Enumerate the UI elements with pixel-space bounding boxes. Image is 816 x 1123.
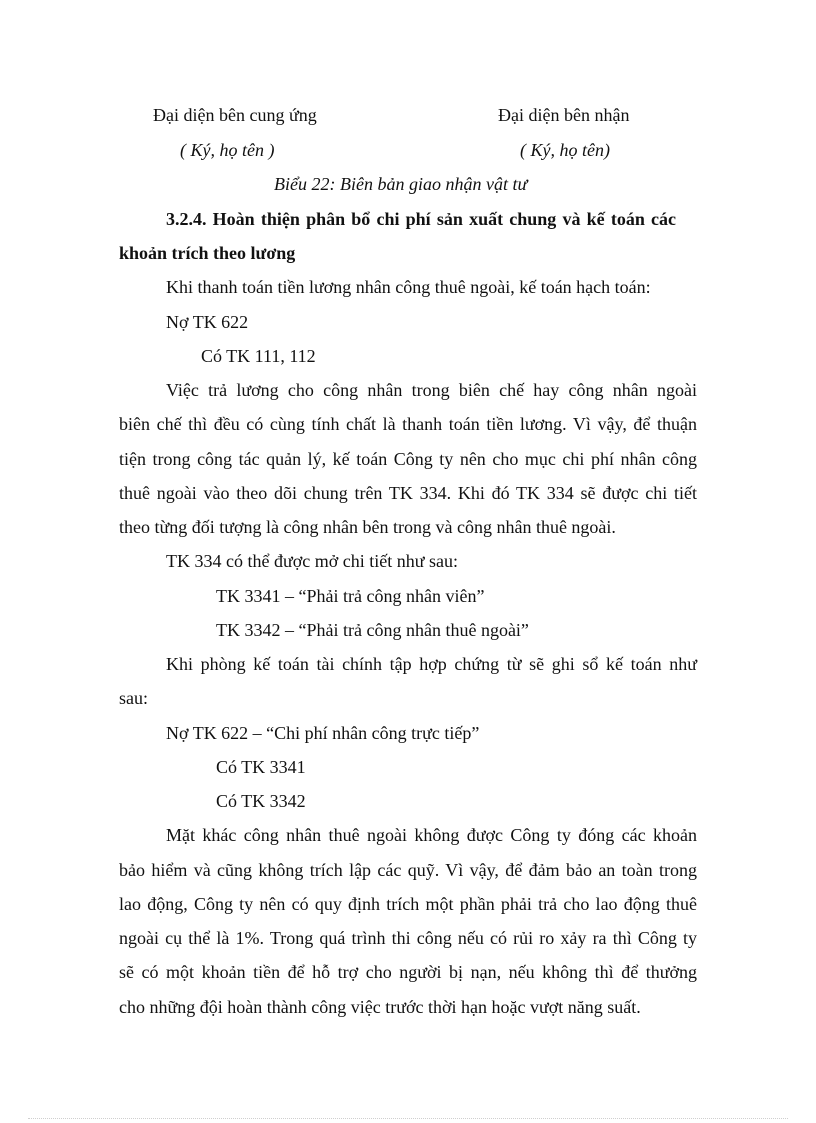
paragraph-line: tiện trong công tác quản lý, kế toán Công ty nên cho mục chi phí nhân công	[119, 449, 697, 469]
journal-credit-line: Có TK 3341	[216, 757, 306, 777]
paragraph-line: TK 334 có thể được mở chi tiết như sau:	[166, 551, 458, 571]
paragraph-line: Khi thanh toán tiền lương nhân công thuê ngoài, kế toán hạch toán:	[166, 277, 651, 297]
paragraph-line: Mặt khác công nhân thuê ngoài không được Công ty đóng các khoản	[166, 825, 697, 845]
page-bottom-rule	[28, 1118, 788, 1119]
paragraph-line: thuê ngoài vào theo dõi chung trên TK 334. Khi đó TK 334 sẽ được chi tiết	[119, 483, 697, 503]
account-detail-line: TK 3341 – “Phải trả công nhân viên”	[216, 586, 485, 606]
account-detail-line: TK 3342 – “Phải trả công nhân thuê ngoài”	[216, 620, 529, 640]
supplier-representative-label: Đại diện bên cung ứng	[153, 105, 317, 125]
paragraph-line: biên chế thì đều có cùng tính chất là thanh toán tiền lương. Vì vậy, để thuận	[119, 414, 697, 434]
journal-debit-line: Nợ TK 622 – “Chi phí nhân công trực tiếp”	[166, 723, 480, 743]
journal-debit-line: Nợ TK 622	[166, 312, 249, 332]
receiver-signature-note: ( Ký, họ tên)	[520, 140, 610, 160]
receiver-representative-label: Đại diện bên nhận	[498, 105, 630, 125]
table-caption: Biểu 22: Biên bản giao nhận vật tư	[274, 174, 528, 194]
paragraph-line: bảo hiểm và cũng không trích lập các quỹ. Vì vậy, để đảm bảo an toàn trong	[119, 860, 697, 880]
paragraph-line: ngoài cụ thể là 1%. Trong quá trình thi công nếu có rủi ro xảy ra thì Công ty	[119, 928, 697, 948]
journal-credit-line: Có TK 111, 112	[201, 346, 316, 366]
paragraph-line: sẽ có một khoản tiền để hỗ trợ cho người bị nạn, nếu không thì để thưởng	[119, 962, 697, 982]
paragraph-line: Khi phòng kế toán tài chính tập hợp chứng từ sẽ ghi sổ kế toán như	[166, 654, 697, 674]
section-heading: 3.2.4. Hoàn thiện phân bổ chi phí sản xuất chung và kế toán các	[166, 209, 676, 229]
paragraph-line: cho những đội hoàn thành công việc trước thời hạn hoặc vượt năng suất.	[119, 997, 641, 1017]
paragraph-line: lao động, Công ty nên có quy định trích một phần phải trả cho lao động thuê	[119, 894, 697, 914]
journal-credit-line: Có TK 3342	[216, 791, 306, 811]
supplier-signature-note: ( Ký, họ tên )	[180, 140, 275, 160]
paragraph-line: theo từng đối tượng là công nhân bên trong và công nhân thuê ngoài.	[119, 517, 616, 537]
paragraph-line: sau:	[119, 688, 148, 708]
paragraph-line: Việc trả lương cho công nhân trong biên chế hay công nhân ngoài	[166, 380, 697, 400]
section-heading-continued: khoản trích theo lương	[119, 243, 296, 263]
